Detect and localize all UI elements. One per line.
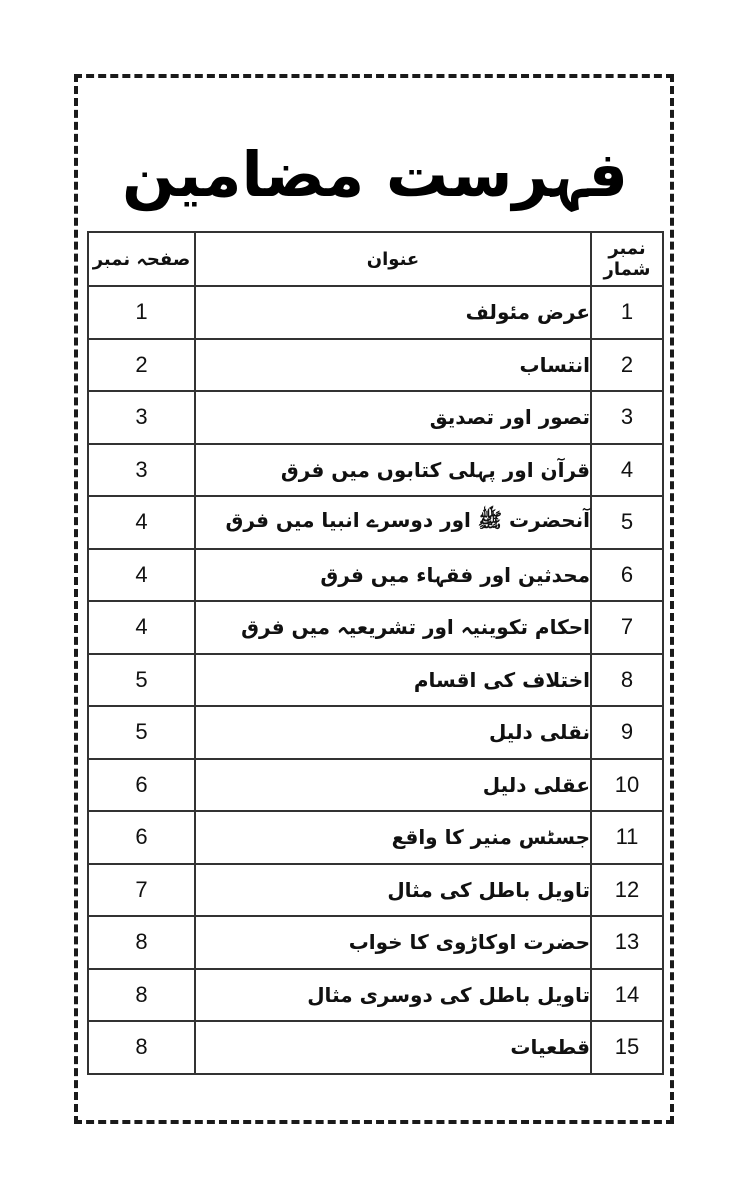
row-serial: 9 xyxy=(591,706,663,759)
row-topic: تاویل باطل کی مثال xyxy=(195,864,591,917)
row-topic: انتساب xyxy=(195,339,591,392)
table-row xyxy=(88,601,663,654)
row-serial: 5 xyxy=(591,496,663,549)
table-row xyxy=(88,969,663,1022)
row-serial: 1 xyxy=(591,286,663,339)
header-page: صفحہ نمبر xyxy=(88,232,195,286)
row-serial: 8 xyxy=(591,654,663,707)
row-page: 7 xyxy=(88,864,195,917)
table-row xyxy=(88,916,663,969)
row-serial: 6 xyxy=(591,549,663,602)
row-topic: تصور اور تصدیق xyxy=(195,391,591,444)
row-page: 3 xyxy=(88,444,195,497)
row-page: 4 xyxy=(88,549,195,602)
row-serial: 15 xyxy=(591,1021,663,1074)
row-page: 2 xyxy=(88,339,195,392)
table-row xyxy=(88,864,663,917)
table-row xyxy=(88,1021,663,1074)
table-row xyxy=(88,759,663,812)
row-topic: اختلاف کی اقسام xyxy=(195,654,591,707)
table-header-row xyxy=(88,232,663,286)
row-page: 1 xyxy=(88,286,195,339)
row-serial: 10 xyxy=(591,759,663,812)
table-row xyxy=(88,706,663,759)
table-row xyxy=(88,654,663,707)
table-row xyxy=(88,286,663,339)
table-row xyxy=(88,444,663,497)
row-serial: 14 xyxy=(591,969,663,1022)
contents-table xyxy=(87,231,664,1075)
row-page: 8 xyxy=(88,969,195,1022)
row-topic: آنحضرت ﷺ اور دوسرے انبیا میں فرق xyxy=(195,496,591,549)
header-topic: عنوان xyxy=(195,232,591,286)
row-page: 5 xyxy=(88,654,195,707)
row-page: 4 xyxy=(88,601,195,654)
table-row xyxy=(88,549,663,602)
row-serial: 13 xyxy=(591,916,663,969)
row-topic: تاویل باطل کی دوسری مثال xyxy=(195,969,591,1022)
page-title: فہرست مضامین xyxy=(122,138,628,211)
row-serial: 3 xyxy=(591,391,663,444)
row-page: 4 xyxy=(88,496,195,549)
row-topic: احکام تکوینیہ اور تشریعیہ میں فرق xyxy=(195,601,591,654)
row-topic: حضرت اوکاڑوی کا خواب xyxy=(195,916,591,969)
row-topic: عقلی دلیل xyxy=(195,759,591,812)
row-serial: 2 xyxy=(591,339,663,392)
table-row xyxy=(88,496,663,549)
row-page: 3 xyxy=(88,391,195,444)
row-serial: 11 xyxy=(591,811,663,864)
table-row xyxy=(88,391,663,444)
row-topic: محدثین اور فقہاء میں فرق xyxy=(195,549,591,602)
row-page: 8 xyxy=(88,916,195,969)
row-page: 5 xyxy=(88,706,195,759)
row-topic: عرض مئولف xyxy=(195,286,591,339)
table-body xyxy=(88,286,663,1074)
row-page: 8 xyxy=(88,1021,195,1074)
row-topic: نقلی دلیل xyxy=(195,706,591,759)
table-row xyxy=(88,339,663,392)
row-topic: قطعیات xyxy=(195,1021,591,1074)
row-page: 6 xyxy=(88,811,195,864)
table-row xyxy=(88,811,663,864)
row-topic: قرآن اور پہلی کتابوں میں فرق xyxy=(195,444,591,497)
header-serial: نمبر شمار xyxy=(591,232,663,286)
row-serial: 7 xyxy=(591,601,663,654)
row-topic: جسٹس منیر کا واقع xyxy=(195,811,591,864)
row-serial: 12 xyxy=(591,864,663,917)
row-serial: 4 xyxy=(591,444,663,497)
row-page: 6 xyxy=(88,759,195,812)
